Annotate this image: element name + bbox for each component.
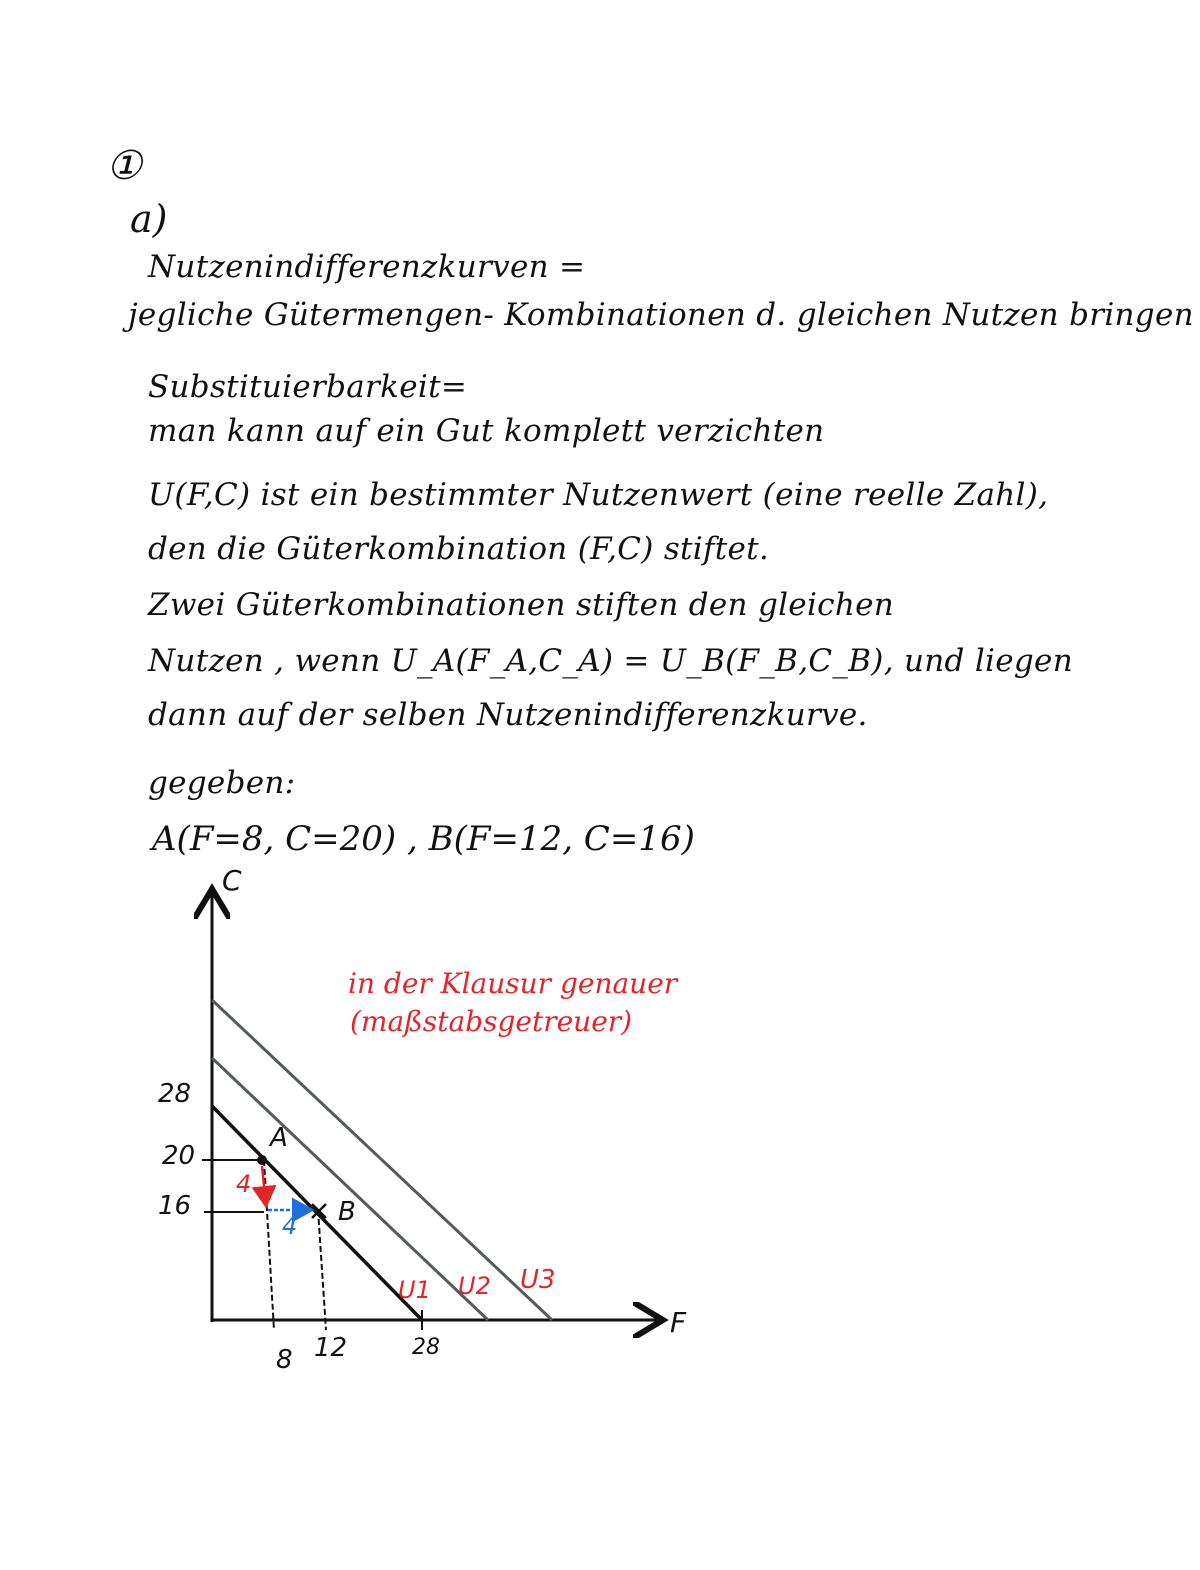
explanation-line-3: Zwei Güterkombinationen stiften den gleichen — [148, 587, 894, 623]
x-tick-label-28: 28 — [412, 1335, 440, 1360]
point-a-marker — [257, 1155, 267, 1165]
explanation-line-1: U(F,C) ist ein bestimmter Nutzenwert (eine reelle Zahl), — [148, 477, 1049, 513]
point-b-label: B — [338, 1197, 356, 1227]
given-values: A(F=8, C=20) , B(F=12, C=16) — [152, 819, 695, 859]
given-label: gegeben: — [148, 765, 296, 801]
y-tick-label-20: 20 — [162, 1141, 196, 1171]
definition-indifference-text: jegliche Gütermengen- Kombinationen d. gleichen Nutzen bringen — [128, 297, 1194, 333]
x-tick-label-12: 12 — [314, 1333, 348, 1363]
explanation-line-5: dann auf der selben Nutzenindifferenzkurve. — [148, 697, 868, 733]
definition-substitution-text: man kann auf ein Gut komplett verzichten — [148, 413, 825, 449]
curve-label-u3: U3 — [520, 1265, 556, 1295]
guide-f12 — [318, 1210, 326, 1330]
explanation-line-2: den die Güterkombination (F,C) stiftet. — [148, 531, 770, 567]
graph-note-line-1: in der Klausur genauer — [348, 967, 678, 1000]
y-tick-label-16: 16 — [158, 1191, 192, 1221]
explanation-line-4: Nutzen , wenn U_A(F_A,C_A) = U_B(F_B,C_B), und liegen — [148, 643, 1073, 679]
graph-note-line-2: (maßstabsgetreuer) — [350, 1005, 633, 1038]
x-axis-label: F — [670, 1306, 687, 1339]
curve-label-u2: U2 — [458, 1272, 491, 1300]
x-tick-label-8: 8 — [276, 1345, 293, 1375]
exercise-number: ① — [106, 143, 142, 189]
point-a-label: A — [270, 1123, 288, 1153]
indifference-curve-u2 — [212, 1058, 488, 1320]
curve-label-u1: U1 — [398, 1276, 431, 1304]
y-tick-label-28: 28 — [158, 1079, 192, 1109]
delta-f-label: 4 — [282, 1212, 298, 1240]
subpart-label: a) — [130, 197, 168, 241]
delta-c-label: 4 — [236, 1170, 252, 1198]
definition-substitution-title: Substituierbarkeit= — [148, 369, 468, 405]
y-axis-label: C — [222, 864, 242, 897]
guide-f8 — [264, 1160, 274, 1330]
definition-indifference-title: Nutzenindifferenzkurven = — [148, 249, 586, 285]
